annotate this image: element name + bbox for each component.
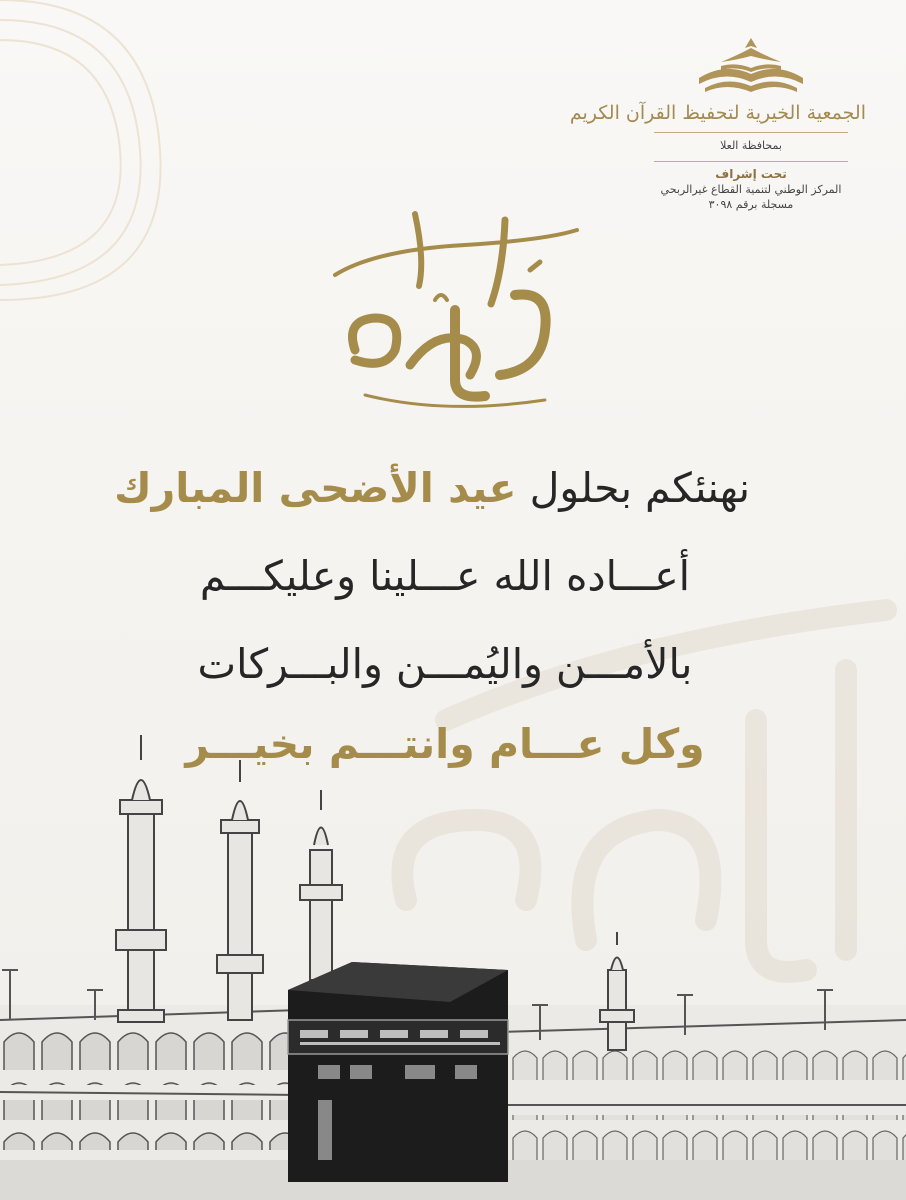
eid-calligraphy bbox=[315, 200, 585, 430]
greeting-line-2: أعـــاده الله عـــلينا وعليكـــم bbox=[199, 552, 691, 600]
registration-number: مسجلة برقم ٣٠٩٨ bbox=[708, 198, 794, 211]
organization-name: الجمعية الخيرية لتحفيظ القرآن الكريم bbox=[569, 102, 866, 124]
kaaba bbox=[288, 962, 508, 1182]
organization-location: بمحافظة العلا bbox=[720, 139, 782, 152]
book-logo-icon bbox=[691, 34, 811, 100]
greeting-line-1-prefix: نهنئكم بحلول bbox=[529, 464, 750, 512]
greeting-line-1 bbox=[114, 464, 750, 512]
minaret bbox=[116, 735, 166, 1022]
greeting-line-4: وكل عـــام وانتـــم بخيـــر bbox=[185, 720, 705, 768]
supervisor-name: المركز الوطني لتنمية القطاع غيرالربحي bbox=[660, 183, 842, 196]
minaret bbox=[217, 760, 263, 1020]
decorative-arcs bbox=[0, 0, 220, 320]
supervision-label: تحت إشراف bbox=[715, 167, 787, 181]
greeting-line-3: بالأمـــن واليُمـــن والبـــركات bbox=[197, 640, 693, 688]
kaaba-sketch bbox=[0, 720, 906, 1200]
header-divider bbox=[654, 161, 848, 162]
organization-header bbox=[569, 34, 866, 212]
eid-calligraphy-text bbox=[0, 0, 906, 1]
minaret bbox=[300, 790, 342, 980]
greeting-line-1-highlight: عيد الأضحى المبارك bbox=[114, 464, 517, 512]
header-divider bbox=[654, 132, 848, 133]
